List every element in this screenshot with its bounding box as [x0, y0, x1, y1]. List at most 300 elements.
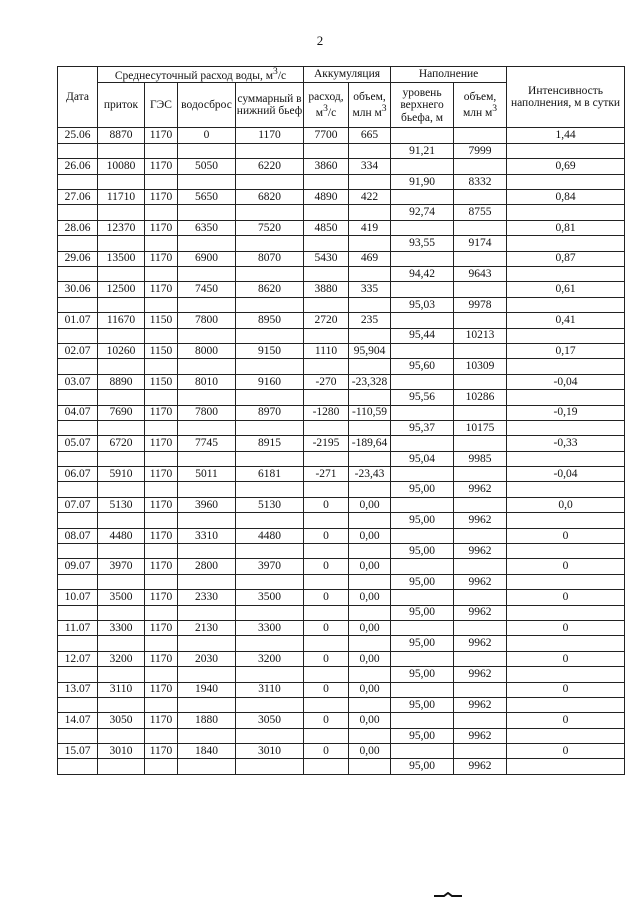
- empty-cell: [304, 482, 349, 497]
- upstream-level-cell: 95,00: [391, 574, 454, 589]
- empty-cell: [304, 574, 349, 589]
- empty-cell: [178, 297, 236, 312]
- table-row: [58, 251, 625, 266]
- inflow-cell: 3300: [98, 620, 145, 635]
- empty-cell: [178, 328, 236, 343]
- empty-cell: [178, 759, 236, 774]
- empty-cell: [304, 667, 349, 682]
- accum-volume-cell: 422: [349, 190, 391, 205]
- total-discharge-cell: 6220: [236, 159, 304, 174]
- table-row: [58, 574, 625, 589]
- empty-cell: [178, 574, 236, 589]
- accum-rate-cell: 0: [304, 651, 349, 666]
- hpp-cell: 1170: [145, 220, 178, 235]
- table-row: [58, 636, 625, 651]
- empty-cell: [236, 544, 304, 559]
- table-row: [58, 328, 625, 343]
- spillway-cell: 2030: [178, 651, 236, 666]
- inflow-cell: 12500: [98, 282, 145, 297]
- empty-cell: [178, 513, 236, 528]
- empty-cell: [507, 266, 625, 281]
- empty-cell: [304, 359, 349, 374]
- total-discharge-cell: 8070: [236, 251, 304, 266]
- table-row: [58, 436, 625, 451]
- empty-cell: [145, 297, 178, 312]
- spillway-cell: 5650: [178, 190, 236, 205]
- empty-cell: [58, 513, 98, 528]
- empty-cell: [391, 620, 454, 635]
- empty-cell: [454, 190, 507, 205]
- table-row: [58, 190, 625, 205]
- table-row: [58, 728, 625, 743]
- hpp-cell: 1170: [145, 128, 178, 143]
- empty-cell: [391, 220, 454, 235]
- date-cell: 09.07: [58, 559, 98, 574]
- empty-cell: [304, 390, 349, 405]
- fill-volume-cell: 9962: [454, 544, 507, 559]
- empty-cell: [236, 266, 304, 281]
- empty-cell: [58, 236, 98, 251]
- empty-cell: [58, 205, 98, 220]
- empty-cell: [454, 651, 507, 666]
- hpp-cell: 1150: [145, 374, 178, 389]
- empty-cell: [304, 297, 349, 312]
- fill-volume-cell: 9962: [454, 759, 507, 774]
- empty-cell: [349, 482, 391, 497]
- empty-cell: [507, 297, 625, 312]
- empty-cell: [236, 697, 304, 712]
- empty-cell: [454, 374, 507, 389]
- accum-rate-cell: 0: [304, 713, 349, 728]
- empty-cell: [454, 620, 507, 635]
- table-row: [58, 744, 625, 759]
- empty-cell: [98, 544, 145, 559]
- upstream-level-cell: 95,00: [391, 636, 454, 651]
- spillway-cell: 1840: [178, 744, 236, 759]
- flow-group-header: Среднесуточный расход воды, $м^3/с$: [98, 67, 304, 83]
- accum-rate-cell: 0: [304, 497, 349, 512]
- accum-volume-cell: 0,00: [349, 497, 391, 512]
- empty-cell: [58, 328, 98, 343]
- hpp-cell: 1170: [145, 190, 178, 205]
- intensity-cell: -0,04: [507, 374, 625, 389]
- empty-cell: [507, 420, 625, 435]
- table-row: [58, 759, 625, 774]
- accum-volume-cell: 335: [349, 282, 391, 297]
- fill-volume-cell: 9962: [454, 513, 507, 528]
- empty-cell: [145, 359, 178, 374]
- empty-cell: [98, 205, 145, 220]
- upstream-level-header: уровень верхнего бьефа, м: [391, 83, 454, 128]
- empty-cell: [391, 190, 454, 205]
- hpp-cell: 1170: [145, 282, 178, 297]
- empty-cell: [178, 205, 236, 220]
- intensity-cell: 0,17: [507, 343, 625, 358]
- intensity-cell: 0,81: [507, 220, 625, 235]
- empty-cell: [304, 697, 349, 712]
- accum-rate-cell: -270: [304, 374, 349, 389]
- fill-volume-cell: 9962: [454, 697, 507, 712]
- empty-cell: [304, 605, 349, 620]
- spillway-cell: 5011: [178, 467, 236, 482]
- empty-cell: [98, 697, 145, 712]
- upstream-level-cell: 94,42: [391, 266, 454, 281]
- empty-cell: [178, 236, 236, 251]
- empty-cell: [236, 667, 304, 682]
- empty-cell: [236, 420, 304, 435]
- intensity-cell: 0: [507, 651, 625, 666]
- empty-cell: [507, 544, 625, 559]
- total-discharge-cell: 3050: [236, 713, 304, 728]
- total-discharge-cell: 8950: [236, 313, 304, 328]
- empty-cell: [304, 205, 349, 220]
- empty-cell: [98, 297, 145, 312]
- empty-cell: [145, 605, 178, 620]
- fill-volume-cell: 8332: [454, 174, 507, 189]
- accum-volume-cell: -23,328: [349, 374, 391, 389]
- table-row: [58, 143, 625, 158]
- table-row: [58, 220, 625, 235]
- fill-volume-cell: 10213: [454, 328, 507, 343]
- fill-volume-cell: 9962: [454, 605, 507, 620]
- empty-cell: [349, 513, 391, 528]
- date-cell: 15.07: [58, 744, 98, 759]
- empty-cell: [454, 436, 507, 451]
- accum-rate-cell: 7700: [304, 128, 349, 143]
- empty-cell: [236, 143, 304, 158]
- table-body: [58, 128, 625, 774]
- empty-cell: [58, 697, 98, 712]
- accum-rate-cell: 0: [304, 744, 349, 759]
- accum-volume-cell: 419: [349, 220, 391, 235]
- empty-cell: [507, 574, 625, 589]
- empty-cell: [349, 174, 391, 189]
- intensity-cell: -0,04: [507, 467, 625, 482]
- date-cell: 06.07: [58, 467, 98, 482]
- intensity-cell: 0,87: [507, 251, 625, 266]
- empty-cell: [58, 297, 98, 312]
- table-row: [58, 651, 625, 666]
- total-discharge-cell: 5130: [236, 497, 304, 512]
- empty-cell: [236, 728, 304, 743]
- empty-cell: [236, 205, 304, 220]
- empty-cell: [58, 728, 98, 743]
- hpp-cell: 1170: [145, 467, 178, 482]
- date-header: Дата: [58, 67, 98, 128]
- total-discharge-cell: 4480: [236, 528, 304, 543]
- inflow-cell: 3010: [98, 744, 145, 759]
- accum-volume-cell: 235: [349, 313, 391, 328]
- empty-cell: [391, 282, 454, 297]
- empty-cell: [98, 728, 145, 743]
- accum-rate-cell: 2720: [304, 313, 349, 328]
- empty-cell: [349, 728, 391, 743]
- fill-volume-header: объем, млн $м^3$: [454, 83, 507, 128]
- fill-volume-cell: 8755: [454, 205, 507, 220]
- empty-cell: [507, 482, 625, 497]
- upstream-level-cell: 95,60: [391, 359, 454, 374]
- date-cell: 08.07: [58, 528, 98, 543]
- accum-volume-cell: 0,00: [349, 682, 391, 697]
- table-row: [58, 313, 625, 328]
- inflow-cell: 8870: [98, 128, 145, 143]
- empty-cell: [507, 359, 625, 374]
- hpp-cell: 1150: [145, 343, 178, 358]
- table-row: [58, 713, 625, 728]
- intensity-cell: 0: [507, 559, 625, 574]
- empty-cell: [454, 405, 507, 420]
- empty-cell: [454, 682, 507, 697]
- empty-cell: [304, 143, 349, 158]
- upstream-level-cell: 95,37: [391, 420, 454, 435]
- empty-cell: [58, 390, 98, 405]
- inflow-cell: 3970: [98, 559, 145, 574]
- fill-volume-cell: 10309: [454, 359, 507, 374]
- hpp-cell: 1170: [145, 744, 178, 759]
- empty-cell: [178, 390, 236, 405]
- date-cell: 10.07: [58, 590, 98, 605]
- empty-cell: [58, 544, 98, 559]
- table-row: [58, 390, 625, 405]
- empty-cell: [178, 174, 236, 189]
- spillway-cell: 2330: [178, 590, 236, 605]
- fill-volume-cell: 10175: [454, 420, 507, 435]
- empty-cell: [145, 205, 178, 220]
- accum-volume-header: объем, млн $м^3$: [349, 83, 391, 128]
- empty-cell: [507, 236, 625, 251]
- empty-cell: [454, 528, 507, 543]
- date-cell: 04.07: [58, 405, 98, 420]
- empty-cell: [145, 636, 178, 651]
- inflow-cell: 3500: [98, 590, 145, 605]
- empty-cell: [391, 713, 454, 728]
- total-discharge-cell: 6820: [236, 190, 304, 205]
- total-discharge-header: суммарный в нижний бьеф: [236, 83, 304, 128]
- spillway-cell: 1940: [178, 682, 236, 697]
- accum-rate-cell: 5430: [304, 251, 349, 266]
- empty-cell: [145, 451, 178, 466]
- empty-cell: [145, 174, 178, 189]
- table-row: [58, 559, 625, 574]
- fill-volume-cell: 9962: [454, 667, 507, 682]
- empty-cell: [58, 759, 98, 774]
- empty-cell: [178, 359, 236, 374]
- upstream-level-cell: 92,74: [391, 205, 454, 220]
- total-discharge-cell: 3500: [236, 590, 304, 605]
- spillway-cell: 0: [178, 128, 236, 143]
- empty-cell: [98, 359, 145, 374]
- fill-volume-cell: 9962: [454, 728, 507, 743]
- inflow-cell: 6720: [98, 436, 145, 451]
- hpp-cell: 1170: [145, 251, 178, 266]
- empty-cell: [507, 205, 625, 220]
- accum-rate-cell: 1110: [304, 343, 349, 358]
- accum-rate-cell: 3880: [304, 282, 349, 297]
- empty-cell: [304, 174, 349, 189]
- empty-cell: [349, 266, 391, 281]
- empty-cell: [507, 697, 625, 712]
- accum-volume-cell: 0,00: [349, 620, 391, 635]
- empty-cell: [349, 667, 391, 682]
- table-row: [58, 282, 625, 297]
- empty-cell: [58, 359, 98, 374]
- empty-cell: [391, 159, 454, 174]
- empty-cell: [98, 174, 145, 189]
- date-cell: 25.06: [58, 128, 98, 143]
- table-row: [58, 405, 625, 420]
- empty-cell: [98, 482, 145, 497]
- upstream-level-cell: 95,00: [391, 667, 454, 682]
- date-cell: 12.07: [58, 651, 98, 666]
- total-discharge-cell: 9160: [236, 374, 304, 389]
- inflow-cell: 8890: [98, 374, 145, 389]
- empty-cell: [391, 313, 454, 328]
- empty-cell: [349, 636, 391, 651]
- empty-cell: [391, 497, 454, 512]
- spillway-cell: 3310: [178, 528, 236, 543]
- hpp-cell: 1170: [145, 559, 178, 574]
- total-discharge-cell: 3110: [236, 682, 304, 697]
- intensity-cell: 1,44: [507, 128, 625, 143]
- date-cell: 28.06: [58, 220, 98, 235]
- date-cell: 29.06: [58, 251, 98, 266]
- date-cell: 07.07: [58, 497, 98, 512]
- empty-cell: [349, 390, 391, 405]
- hpp-cell: 1170: [145, 405, 178, 420]
- spillway-cell: 8000: [178, 343, 236, 358]
- upstream-level-cell: 95,00: [391, 513, 454, 528]
- empty-cell: [145, 759, 178, 774]
- table-row: [58, 620, 625, 635]
- accum-volume-cell: -110,59: [349, 405, 391, 420]
- page-number: 2: [316, 33, 324, 48]
- empty-cell: [58, 451, 98, 466]
- empty-cell: [236, 390, 304, 405]
- empty-cell: [391, 651, 454, 666]
- upstream-level-cell: 93,55: [391, 236, 454, 251]
- empty-cell: [349, 574, 391, 589]
- empty-cell: [58, 574, 98, 589]
- empty-cell: [58, 420, 98, 435]
- empty-cell: [178, 544, 236, 559]
- intensity-cell: 0,0: [507, 497, 625, 512]
- empty-cell: [236, 759, 304, 774]
- empty-cell: [145, 328, 178, 343]
- spillway-cell: 3960: [178, 497, 236, 512]
- inflow-cell: 7690: [98, 405, 145, 420]
- empty-cell: [236, 174, 304, 189]
- date-cell: 05.07: [58, 436, 98, 451]
- empty-cell: [304, 451, 349, 466]
- date-cell: 27.06: [58, 190, 98, 205]
- empty-cell: [454, 282, 507, 297]
- spillway-cell: 1880: [178, 713, 236, 728]
- accum-volume-cell: 334: [349, 159, 391, 174]
- hpp-cell: 1170: [145, 651, 178, 666]
- empty-cell: [349, 451, 391, 466]
- table-row: [58, 451, 625, 466]
- empty-cell: [58, 266, 98, 281]
- accum-rate-cell: 0: [304, 559, 349, 574]
- table-row: [58, 544, 625, 559]
- hpp-cell: 1170: [145, 590, 178, 605]
- inflow-cell: 3200: [98, 651, 145, 666]
- empty-cell: [304, 420, 349, 435]
- empty-cell: [236, 359, 304, 374]
- table-row: [58, 605, 625, 620]
- empty-cell: [58, 482, 98, 497]
- empty-cell: [145, 390, 178, 405]
- accum-rate-header: расход, $м^3/с$: [304, 83, 349, 128]
- empty-cell: [349, 143, 391, 158]
- empty-cell: [145, 574, 178, 589]
- date-cell: 03.07: [58, 374, 98, 389]
- empty-cell: [178, 667, 236, 682]
- upstream-level-cell: 95,00: [391, 605, 454, 620]
- hpp-header: ГЭС: [145, 83, 178, 128]
- empty-cell: [454, 313, 507, 328]
- table-row: [58, 467, 625, 482]
- empty-cell: [98, 513, 145, 528]
- empty-cell: [349, 697, 391, 712]
- empty-cell: [349, 605, 391, 620]
- total-discharge-cell: 8915: [236, 436, 304, 451]
- fill-volume-cell: 9643: [454, 266, 507, 281]
- fill-volume-cell: 9962: [454, 636, 507, 651]
- upstream-level-cell: 95,03: [391, 297, 454, 312]
- filling-group-header: Наполнение: [391, 67, 507, 83]
- empty-cell: [454, 251, 507, 266]
- empty-cell: [145, 420, 178, 435]
- empty-cell: [304, 266, 349, 281]
- table-row: [58, 174, 625, 189]
- empty-cell: [178, 266, 236, 281]
- empty-cell: [391, 343, 454, 358]
- total-discharge-cell: 3200: [236, 651, 304, 666]
- intensity-cell: -0,33: [507, 436, 625, 451]
- empty-cell: [349, 328, 391, 343]
- empty-cell: [391, 590, 454, 605]
- empty-cell: [507, 667, 625, 682]
- inflow-header: приток: [98, 83, 145, 128]
- accum-rate-cell: 0: [304, 620, 349, 635]
- accum-volume-cell: 0,00: [349, 559, 391, 574]
- inflow-cell: 10260: [98, 343, 145, 358]
- empty-cell: [507, 174, 625, 189]
- upstream-level-cell: 95,00: [391, 697, 454, 712]
- empty-cell: [391, 528, 454, 543]
- empty-cell: [236, 451, 304, 466]
- intensity-cell: 0: [507, 528, 625, 543]
- upstream-level-cell: 91,21: [391, 143, 454, 158]
- spillway-cell: 8010: [178, 374, 236, 389]
- spillway-cell: 6350: [178, 220, 236, 235]
- date-cell: 26.06: [58, 159, 98, 174]
- empty-cell: [145, 266, 178, 281]
- table-row: [58, 682, 625, 697]
- table-row: [58, 482, 625, 497]
- total-discharge-cell: 7520: [236, 220, 304, 235]
- empty-cell: [454, 220, 507, 235]
- intensity-cell: 0: [507, 682, 625, 697]
- fill-volume-cell: 9962: [454, 482, 507, 497]
- table-row: [58, 359, 625, 374]
- inflow-cell: 3110: [98, 682, 145, 697]
- empty-cell: [507, 390, 625, 405]
- intensity-cell: 0,41: [507, 313, 625, 328]
- intensity-header: Интенсивность наполнения, м в сутки: [507, 67, 625, 128]
- fill-volume-cell: 9962: [454, 574, 507, 589]
